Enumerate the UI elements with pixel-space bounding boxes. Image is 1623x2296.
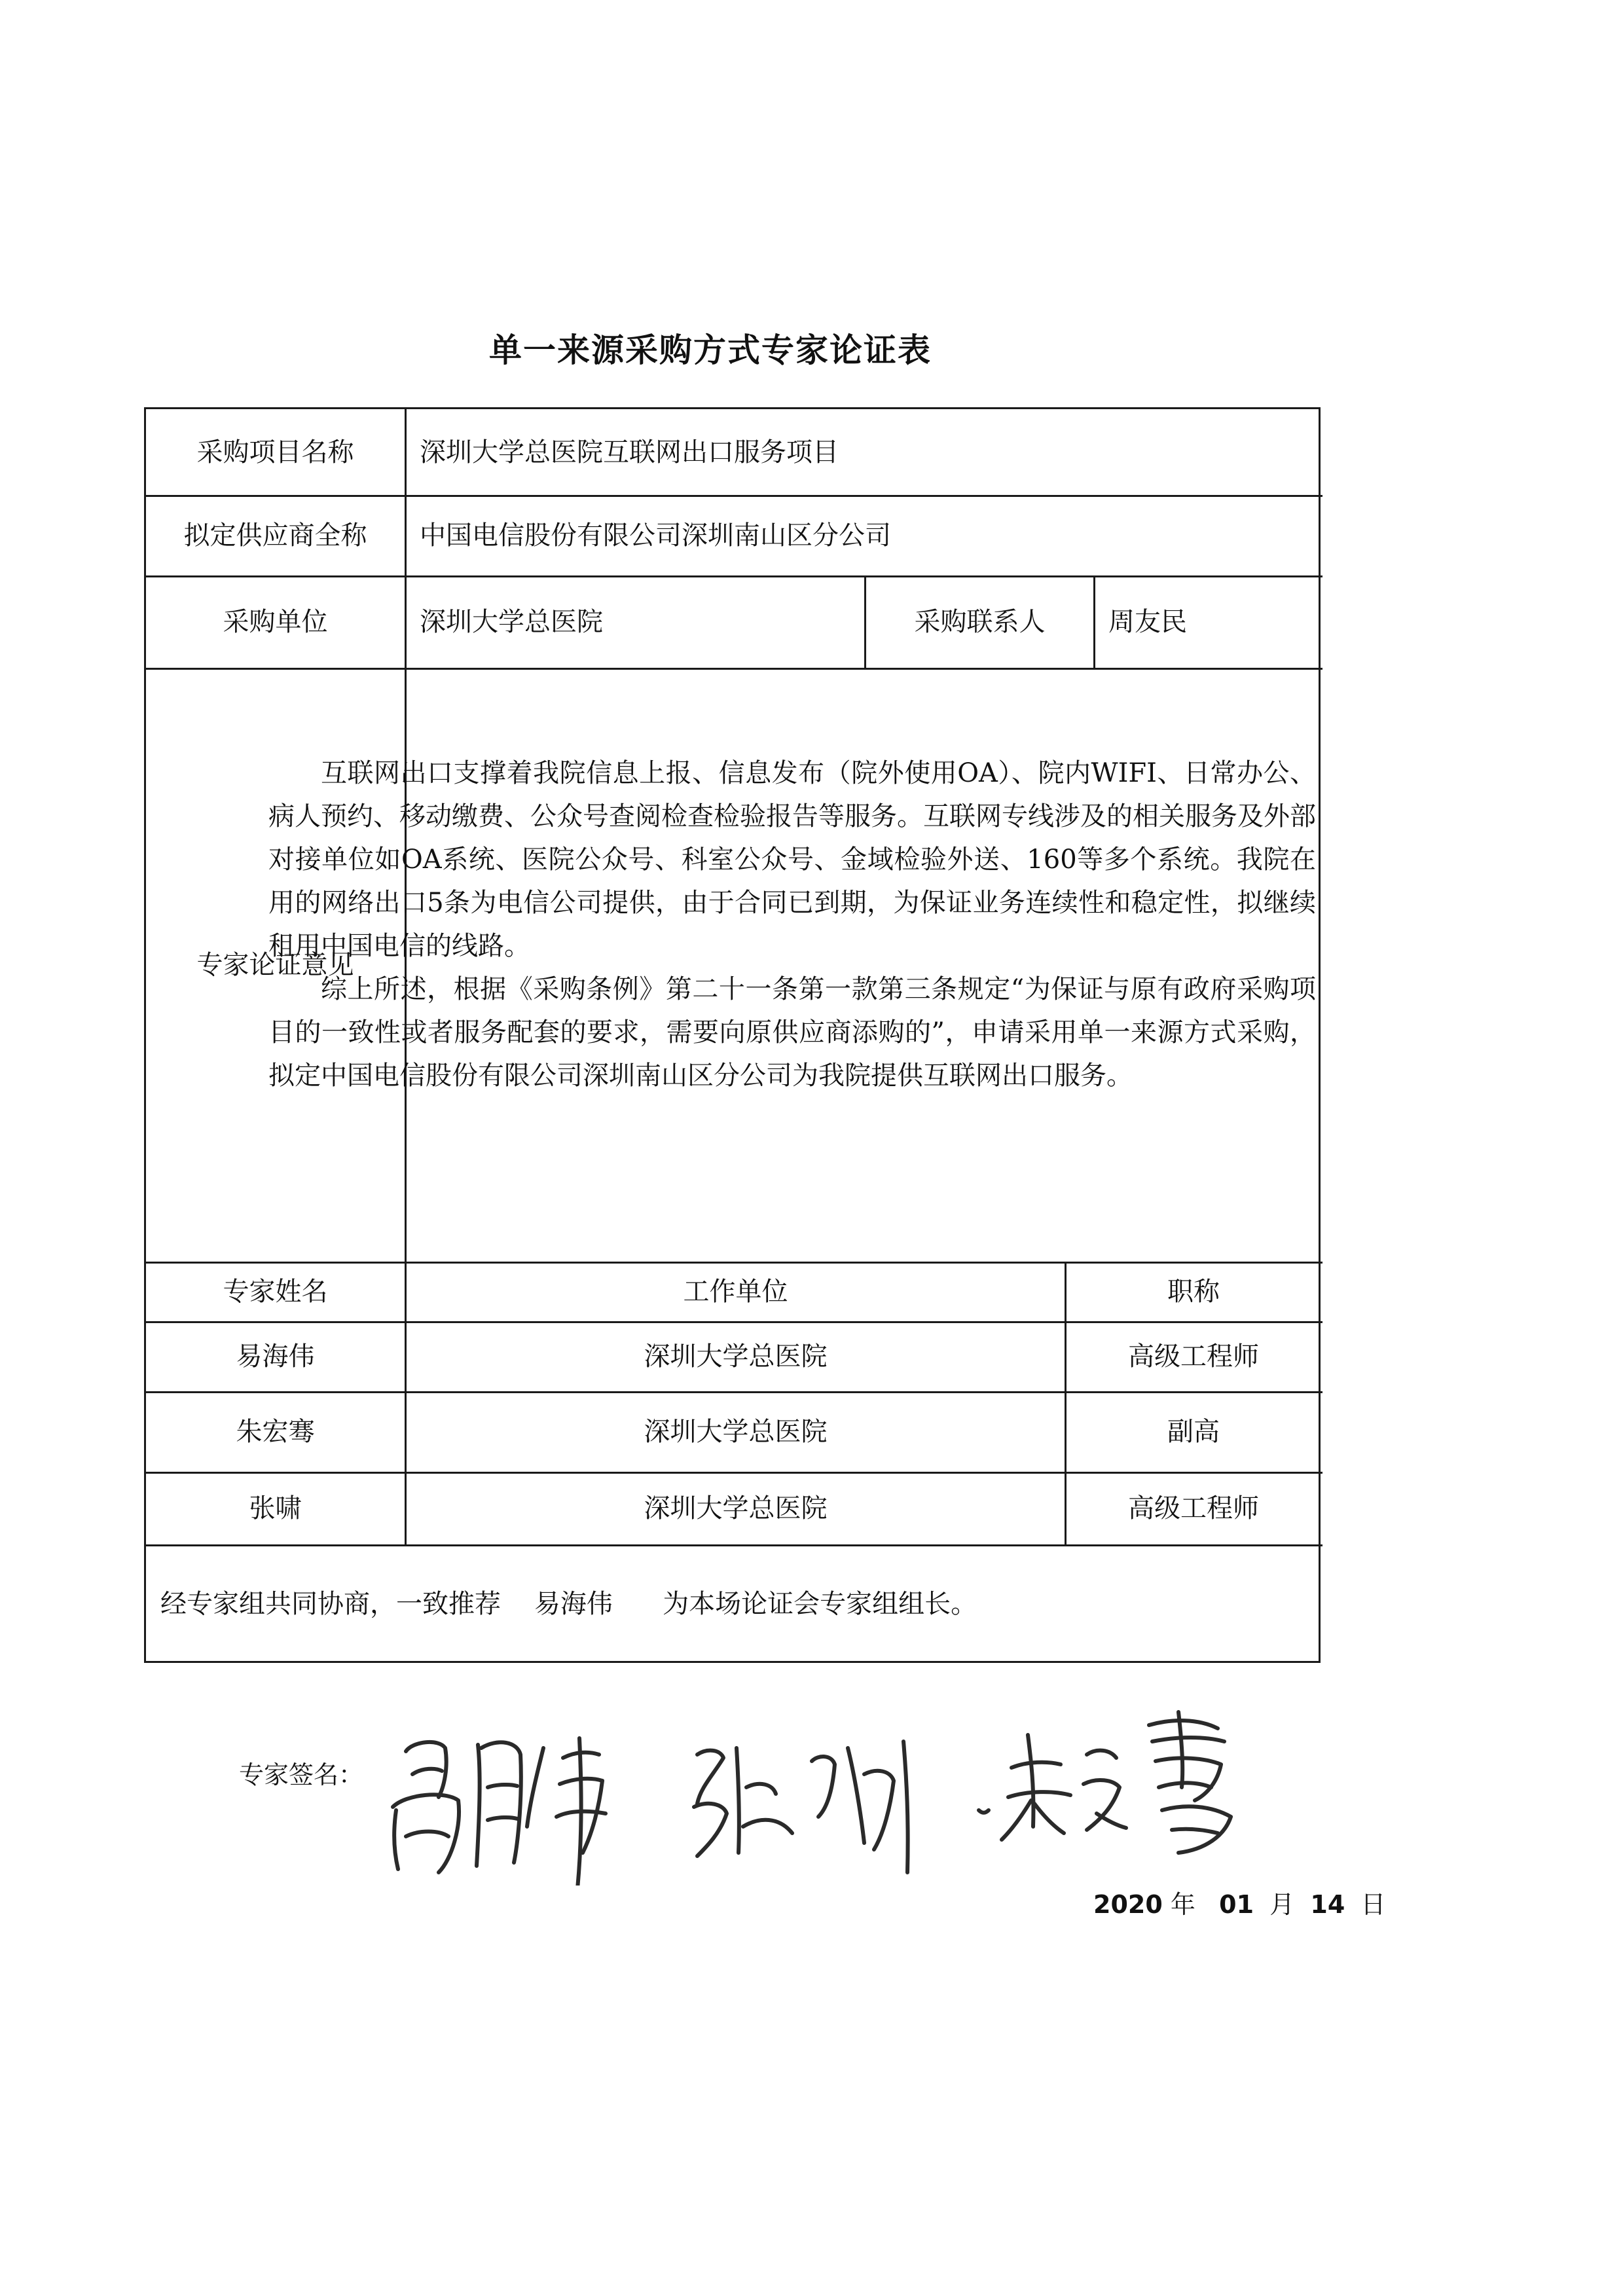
expert-unit: 深圳大学总医院	[644, 1416, 828, 1447]
expert-name: 易海伟	[236, 1341, 315, 1372]
signature-1	[393, 1738, 606, 1886]
expert-title: 高级工程师	[1128, 1493, 1259, 1523]
contact-value: 周友民	[1108, 606, 1187, 637]
supplier-value: 中国电信股份有限公司深圳南山区分公司	[420, 520, 891, 551]
supplier-label: 拟定供应商全称	[183, 520, 367, 551]
expert-unit: 深圳大学总医院	[644, 1341, 828, 1372]
expert-title: 副高	[1167, 1416, 1220, 1447]
recommendation-suffix: 为本场论证会专家组组长。	[663, 1589, 977, 1619]
date-month-unit: 月	[1269, 1890, 1295, 1919]
separator-mark	[979, 1810, 989, 1813]
unit-label: 采购单位	[223, 606, 328, 637]
expert-unit: 深圳大学总医院	[644, 1493, 828, 1523]
date-year-unit: 年	[1170, 1890, 1195, 1919]
project-name-label: 采购项目名称	[196, 437, 354, 467]
signature-2	[694, 1741, 908, 1872]
recommendation-prefix: 经专家组共同协商，一致推荐	[160, 1589, 501, 1619]
project-name-value: 深圳大学总医院互联网出口服务项目	[420, 437, 839, 467]
opinion-paragraph-2: 综上所述，根据《采购条例》第二十一条第一款第三条规定“为保证与原有政府采购项目的一致性或者服务配套的要求，需要向原供应商添购的”，申请采用单一来源方式采购，拟定中国电信股份有限公司深圳南山区分公司为我院提供互联网出口服务。	[268, 974, 1316, 1091]
date-year: 2020	[1093, 1890, 1163, 1919]
opinion-label: 专家论证意见	[196, 949, 354, 980]
handwritten-signatures	[367, 1676, 1270, 1886]
row-divider	[146, 1544, 1322, 1546]
expert-title: 高级工程师	[1128, 1341, 1259, 1372]
date-month: 01	[1219, 1890, 1254, 1919]
expert-unit-header: 工作单位	[683, 1276, 788, 1307]
expert-title-header: 职称	[1167, 1276, 1220, 1307]
unit-value: 深圳大学总医院	[420, 606, 603, 637]
date-day-unit: 日	[1360, 1890, 1386, 1919]
expert-name: 张啸	[249, 1493, 302, 1523]
opinion-paragraph-1: 互联网出口支撑着我院信息上报、信息发布（院外使用OA）、院内WIFI、日常办公、病人预约、移动缴费、公众号查阅检查检验报告等服务。互联网专线涉及的相关服务及外部对接单位如OA系统、医院公众号、科室公众号、金域检验外送、160等多个系统。我院在用的网络出口5条为电信公司提供，由于合同已到期，为保证业务连续性和稳定性，拟继续租用中国电信的线路。	[268, 758, 1316, 961]
recommendation-line	[160, 1583, 977, 1620]
expert-name-header: 专家姓名	[223, 1276, 328, 1307]
expert-name: 朱宏骞	[236, 1416, 315, 1447]
contact-label: 采购联系人	[914, 606, 1046, 637]
signature-label: 专家签名：	[239, 1760, 364, 1789]
opinion-text	[268, 752, 1316, 1097]
signature-3	[1002, 1712, 1231, 1853]
document-title: 单一来源采购方式专家论证表	[489, 331, 932, 369]
date-day: 14	[1310, 1890, 1345, 1919]
recommended-leader: 易海伟	[534, 1589, 613, 1619]
signing-date	[1093, 1884, 1385, 1920]
